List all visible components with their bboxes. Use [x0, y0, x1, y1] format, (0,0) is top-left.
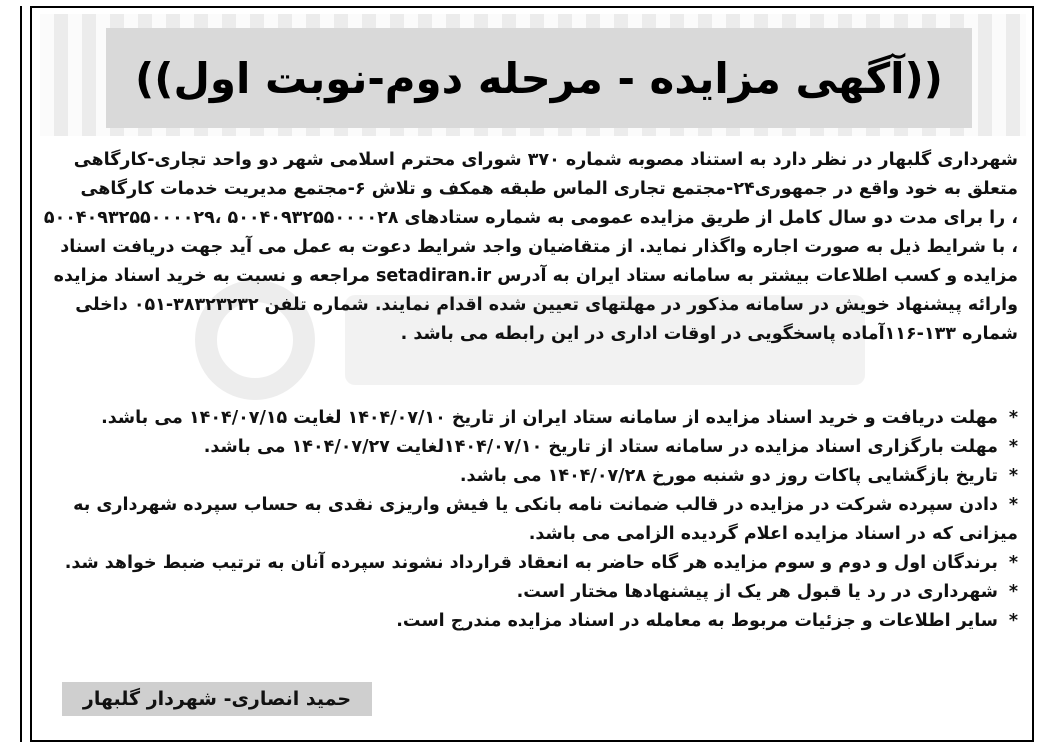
condition-item — [62, 607, 1018, 636]
title-box — [106, 28, 972, 128]
condition-text: سایر اطلاعات و جزئیات مربوط به معامله در اسناد مزایده مندرج است. — [396, 611, 998, 631]
condition-text: مهلت بارگزاری اسناد مزایده در سامانه ستاد از تاریخ ۱۴۰۴/۰۷/۱۰لغایت ۱۴۰۴/۰۷/۲۷ می باشد. — [203, 437, 998, 457]
paragraph-line: مزایده و کسب اطلاعات بیشتر به سامانه ستاد ایران به آدرس setadiran.ir مراجعه و نسبت به خرید اسناد مزایده — [53, 266, 1018, 286]
condition-item — [62, 433, 1018, 462]
bullet-star-icon: * — [1008, 611, 1018, 631]
notice-title: ((آگهی مزایده - مرحله دوم-نوبت اول)) — [135, 53, 943, 103]
condition-text: برندگان اول و دوم و سوم مزایده هر گاه حاضر به انعقاد قرارداد نشوند سپرده آنان به ترتیب ضبط خواهد شد. — [64, 553, 998, 573]
condition-item — [62, 462, 1018, 491]
paragraph-line: وارائه پیشنهاد خویش در سامانه مذکور در مهلتهای تعیین شده اقدام نمایند. شماره تلفن ۳۸۳۲۳۲۳۲-۰۵۱ داخلی — [75, 295, 1018, 315]
condition-item-continued — [62, 520, 1018, 549]
condition-item — [62, 491, 1018, 520]
bullet-star-icon: * — [1008, 553, 1018, 573]
conditions-list — [62, 404, 1018, 636]
paragraph-line: متعلق به خود واقع در جمهوری۲۴-مجتمع تجاری الماس طبقه همکف و تلاش ۶-مجتمع مدیریت خدمات کارگاهی — [80, 179, 1018, 199]
signature-box — [62, 682, 372, 716]
notice-paragraph — [43, 146, 1018, 349]
paragraph-line: شماره ۱۳۳-۱۱۶آماده پاسخگویی در اوقات اداری در این رابطه می باشد . — [400, 324, 1018, 344]
condition-text: شهرداری در رد یا قبول هر یک از پیشنهادها مختار است. — [516, 582, 998, 602]
left-column-border — [0, 6, 22, 742]
paragraph-line: شهرداری گلبهار در نظر دارد به استناد مصوبه شماره ۳۷۰ شورای محترم اسلامی شهر دو واحد تجاری-کارگاهی — [73, 150, 1018, 170]
condition-text: مهلت دریافت و خرید اسناد مزایده از سامانه ستاد ایران از تاریخ ۱۴۰۴/۰۷/۱۰ لغایت ۱۴۰۴/۰۷/۱۵ می باشد. — [101, 408, 998, 428]
bullet-star-icon: * — [1008, 495, 1018, 515]
bullet-star-icon: * — [1008, 466, 1018, 486]
bullet-star-icon: * — [1008, 582, 1018, 602]
condition-text: تاریخ بازگشایی پاکات روز دو شنبه مورخ ۱۴۰۴/۰۷/۲۸ می باشد. — [459, 466, 998, 486]
condition-item — [62, 549, 1018, 578]
bullet-star-icon: * — [1008, 408, 1018, 428]
condition-item — [62, 578, 1018, 607]
paragraph-line: ، را برای مدت دو سال کامل از طریق مزایده عمومی به شماره ستادهای ۵۰۰۴۰۹۳۲۵۵۰۰۰۰۲۸ ،۵۰۰۴۰۹۳۲۵۵۰۰۰۰۲۹ — [43, 208, 1018, 228]
condition-text: میزانی که در اسناد مزایده اعلام گردیده الزامی می باشد. — [528, 524, 1018, 544]
paragraph-line: ، با شرایط ذیل به صورت اجاره واگذار نماید. از متقاضیان واجد شرایط دعوت به عمل می آید جهت دریافت اسناد — [60, 237, 1018, 257]
condition-text: دادن سپرده شرکت در مزایده در قالب ضمانت نامه بانکی یا فیش واریزی نقدی به حساب سپرده شهرداری به — [73, 495, 998, 515]
condition-item — [62, 404, 1018, 433]
bullet-star-icon: * — [1008, 437, 1018, 457]
signature-text: حمید انصاری- شهردار گلبهار — [82, 688, 352, 710]
